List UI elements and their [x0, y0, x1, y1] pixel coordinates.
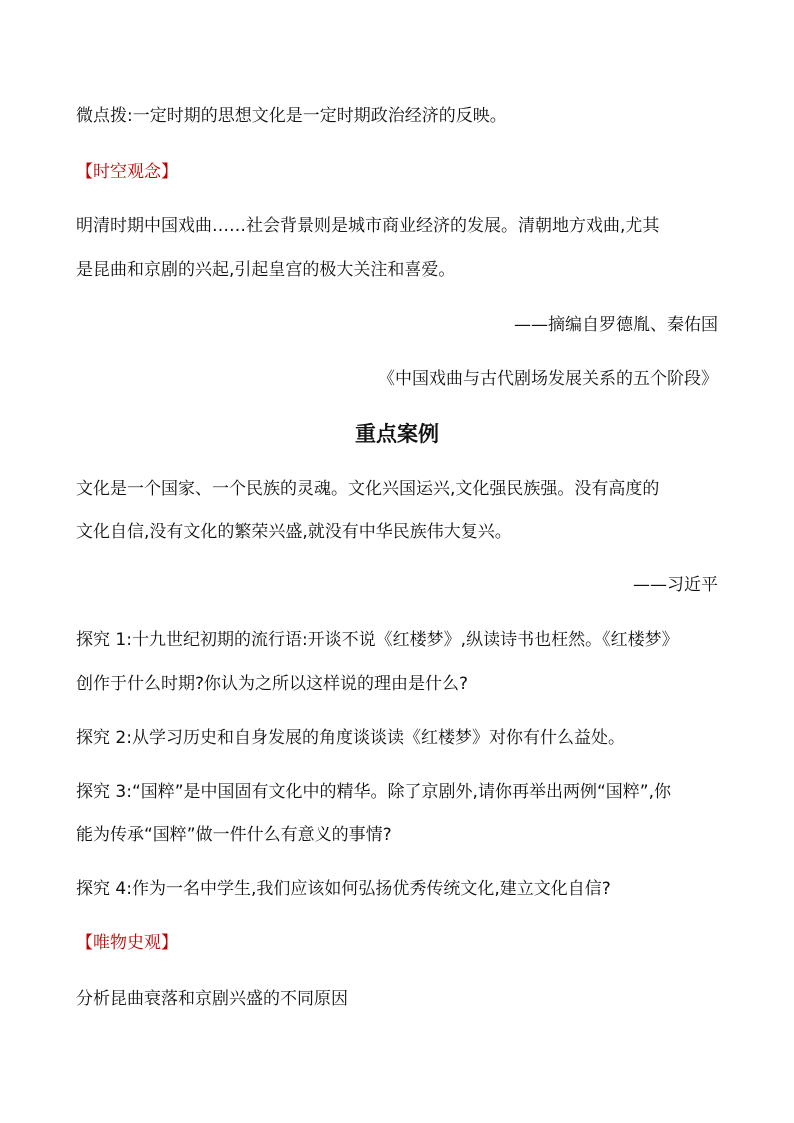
section-label-spacetime: 【时空观念】: [76, 162, 178, 182]
quote-attribution: ——习近平: [633, 575, 718, 595]
quote-line1: 文化是一个国家、一个民族的灵魂。文化兴国运兴,文化强民族强。没有高度的: [76, 479, 660, 499]
inquiry4-text: 探究 4:作为一名中学生,我们应该如何弘扬优秀传统文化,建立文化自信?: [76, 879, 611, 899]
section-heading: 重点案例: [355, 422, 439, 446]
quote-line2: 文化自信,没有文化的繁荣兴盛,就没有中华民族伟大复兴。: [76, 522, 512, 542]
passage1-line1: 明清时期中国戏曲……社会背景则是城市商业经济的发展。清朝地方戏曲,尤其: [76, 216, 660, 236]
citation-author: ——摘编自罗德胤、秦佑国: [514, 315, 718, 335]
tip-text: 微点拨:一定时期的思想文化是一定时期政治经济的反映。: [76, 106, 507, 126]
inquiry2-text: 探究 2:从学习历史和自身发展的角度谈谈读《红楼梦》对你有什么益处。: [76, 728, 625, 748]
inquiry1-line2: 创作于什么时期?你认为之所以这样说的理由是什么?: [76, 674, 469, 694]
section-label-materialism: 【唯物史观】: [76, 933, 178, 953]
task-text: 分析昆曲衰落和京剧兴盛的不同原因: [76, 989, 348, 1009]
inquiry3-line1: 探究 3:“国粹”是中国固有文化中的精华。除了京剧外,请你再举出两例“国粹”,你: [76, 782, 671, 802]
inquiry1-line1: 探究 1:十九世纪初期的流行语:开谈不说《红楼梦》,纵读诗书也枉然。《红楼梦》: [76, 630, 679, 650]
citation-source: 《中国戏曲与古代剧场发展关系的五个阶段》: [378, 369, 718, 389]
inquiry3-line2: 能为传承“国粹”做一件什么有意义的事情?: [76, 825, 392, 845]
passage1-line2: 是昆曲和京剧的兴起,引起皇宫的极大关注和喜爱。: [76, 260, 456, 280]
